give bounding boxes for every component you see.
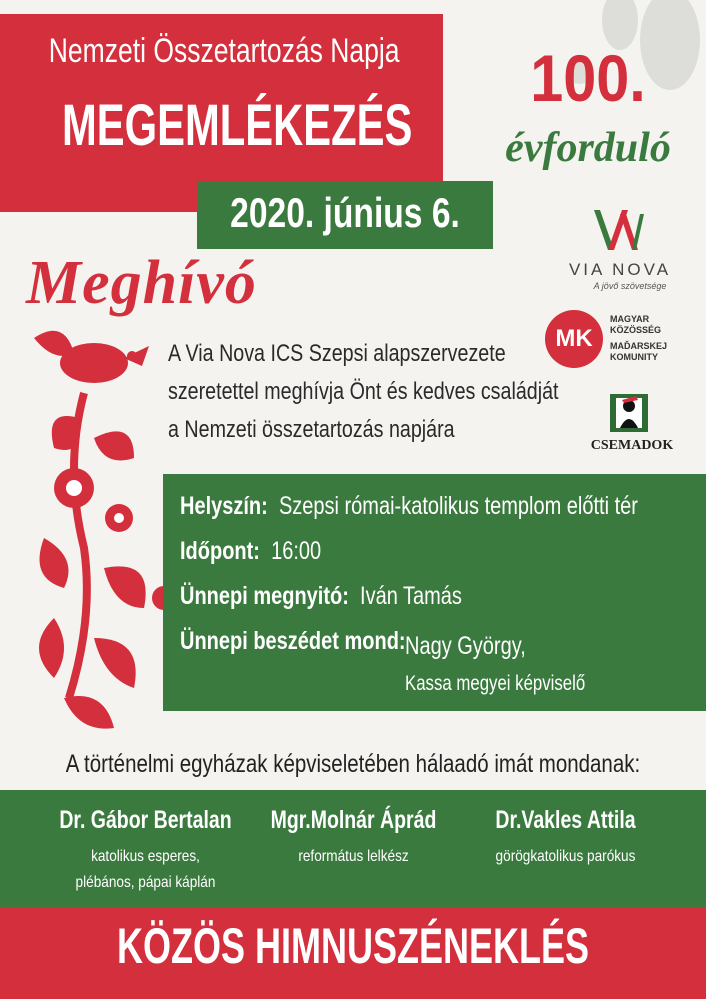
invitation-line: szeretettel meghívja Önt és kedves családját [168, 378, 559, 405]
mk-text-line: KOMUNITY [610, 352, 658, 362]
footer-text: KÖZÖS HIMNUSZÉNEKLÉS [116, 918, 590, 974]
venue-label: Helyszín: [180, 492, 268, 520]
venue-row [180, 492, 638, 521]
csemadok-logo-icon [608, 388, 650, 434]
invitation-title: Meghívó [26, 249, 257, 317]
clergy-heading: A történelmi egyházak képviseletében hálaadó imát mondanak: [65, 750, 641, 778]
anniversary-number: 100. [530, 41, 646, 115]
event-subtitle: Nemzeti Összetartozás Napja [48, 32, 400, 70]
clergy-role: református lelkész [298, 848, 409, 865]
clergy-role: katolikus esperes, [91, 848, 200, 865]
csemadok-logo-text: CSEMADOK [590, 438, 674, 453]
clergy-role: görögkatolikus parókus [495, 848, 636, 865]
event-title: MEGEMLÉKEZÉS [62, 93, 413, 158]
vianova-logo-icon [586, 200, 646, 260]
clergy-name: Dr. Gábor Bertalan [59, 806, 232, 834]
time-label: Időpont: [180, 537, 260, 565]
time-row [180, 537, 321, 566]
mk-text-line: KÖZÖSSÉG [610, 325, 662, 335]
speaker-role: Kassa megyei képviselő [405, 672, 586, 695]
invitation-line: a Nemzeti összetartozás napjára [168, 416, 455, 443]
time-value: 16:00 [271, 537, 322, 565]
opener-value: Iván Tamás [360, 582, 462, 610]
mk-text-line: MAĎARSKEJ [610, 341, 668, 351]
mk-logo: MK [545, 310, 603, 368]
clergy-name: Dr.Vakles Attila [495, 806, 636, 834]
opener-label: Ünnepi megnyitó: [180, 582, 349, 610]
vianova-logo-text: VIA NOVA [568, 260, 672, 279]
invitation-line: A Via Nova ICS Szepsi alapszervezete [168, 340, 506, 367]
venue-value: Szepsi római-katolikus templom előtti tér [278, 492, 638, 520]
vianova-tagline: A jövő szövetsége [593, 281, 667, 291]
mk-text-line: MAGYAR [610, 314, 650, 324]
speaker-name: Nagy György, [405, 632, 526, 660]
opener-row [180, 582, 462, 611]
event-date: 2020. június 6. [230, 189, 460, 236]
anniversary-word: évforduló [505, 125, 671, 171]
speaker-label [180, 627, 406, 656]
speaker-label-text: Ünnepi beszédet mond: [180, 627, 406, 655]
clergy-role: plébános, pápai káplán [75, 874, 216, 891]
clergy-name: Mgr.Molnár Áprád [270, 806, 437, 834]
